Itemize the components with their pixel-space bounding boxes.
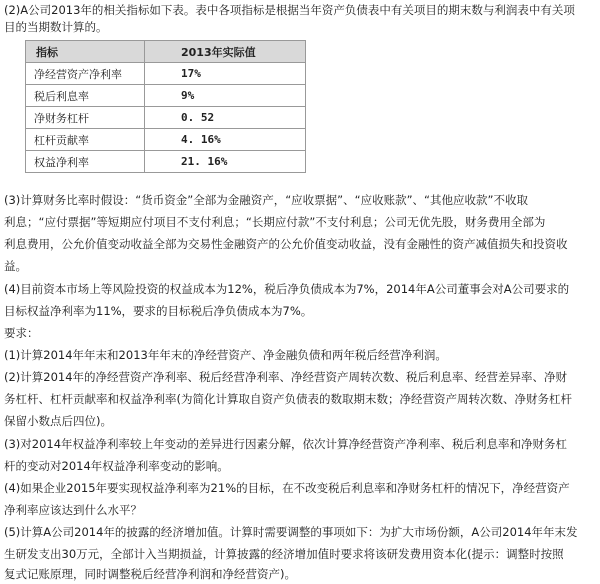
body-line: 杆的变动对2014年权益净利率变动的影响。 [4, 459, 229, 473]
body-line: 目标权益净利率为11%，要求的目标税后净负债成本为7%。 [4, 304, 313, 318]
body-line: 净利率应该达到什么水平？ [4, 503, 142, 517]
body-line: 益。 [4, 259, 27, 273]
metrics-table [25, 40, 306, 173]
requirements-heading: 要求： [4, 326, 39, 340]
body-line: (4)如果企业2015年要实现权益净利率为21%的目标，在不改变税后利息率和净财务杠杆的情况下，净经营资产 [4, 481, 570, 495]
body-line: 复式记账原理，同时调整税后经营净利润和净经营资产)。 [4, 567, 296, 581]
row-value: 21. 16% [145, 151, 306, 173]
row-value: 0. 52 [145, 107, 306, 129]
table-row [26, 151, 306, 173]
table-row [26, 107, 306, 129]
row-label: 权益净利率 [26, 151, 145, 173]
intro-line-1: (2)A公司2013年的相关指标如下表。表中各项指标是根据当年资产负债表中有关项目的期末数与利润表中有关项 [4, 3, 575, 17]
row-value: 9% [145, 85, 306, 107]
body-line: (3)对2014年权益净利率较上年变动的差异进行因素分解，依次计算净经营资产净利率、税后利息率和净财务杠 [4, 437, 568, 451]
body-line: 利息费用，公允价值变动收益全部为交易性金融资产的公允价值变动收益，没有金融性的资产减值损失和投资收 [4, 237, 568, 251]
header-indicator: 指标 [26, 41, 145, 63]
row-label: 净财务杠杆 [26, 107, 145, 129]
table-row [26, 85, 306, 107]
row-value: 4. 16% [145, 129, 306, 151]
row-label: 税后利息率 [26, 85, 145, 107]
table-header-row [26, 41, 306, 63]
body-line: (4)目前资本市场上等风险投资的权益成本为12%，税后净负债成本为7%，2014年A公司董事会对A公司要求的 [4, 282, 570, 296]
row-value: 17% [145, 63, 306, 85]
body-line: 保留小数点后四位)。 [4, 414, 112, 428]
table-row [26, 63, 306, 85]
body-line: (1)计算2014年年末和2013年年末的净经营资产、净金融负债和两年税后经营净利润。 [4, 348, 447, 362]
body-line: (2)计算2014年的净经营资产净利率、税后经营净利率、净经营资产周转次数、税后利息率、经营差异率、净财 [4, 370, 568, 384]
body-line: 利息；“应付票据”等短期应付项目不支付利息；“长期应付款”不支付利息；公司无优先股，财务费用全部为 [4, 215, 546, 229]
header-2013-actual: 2013年实际值 [145, 41, 306, 63]
intro-line-2: 目的当期数计算的。 [4, 20, 108, 34]
body-line: 务杠杆、杠杆贡献率和权益净利率(为简化计算取自资产负债表的数取期末数；净经营资产周转次数、净财务杠杆 [4, 392, 572, 406]
row-label: 杠杆贡献率 [26, 129, 145, 151]
row-label: 净经营资产净利率 [26, 63, 145, 85]
body-line: (5)计算A公司2014年的披露的经济增加值。计算时需要调整的事项如下：为扩大市场份额，A公司2014年年末发 [4, 525, 578, 539]
body-line: 生研发支出30万元，全部计入当期损益，计算披露的经济增加值时要求将该研发费用资本化(提示：调整时按照 [4, 547, 564, 561]
table-row [26, 129, 306, 151]
body-line: (3)计算财务比率时假设：“货币资金”全部为金融资产，“应收票据”、“应收账款”、“其他应收款”不收取 [4, 193, 528, 207]
